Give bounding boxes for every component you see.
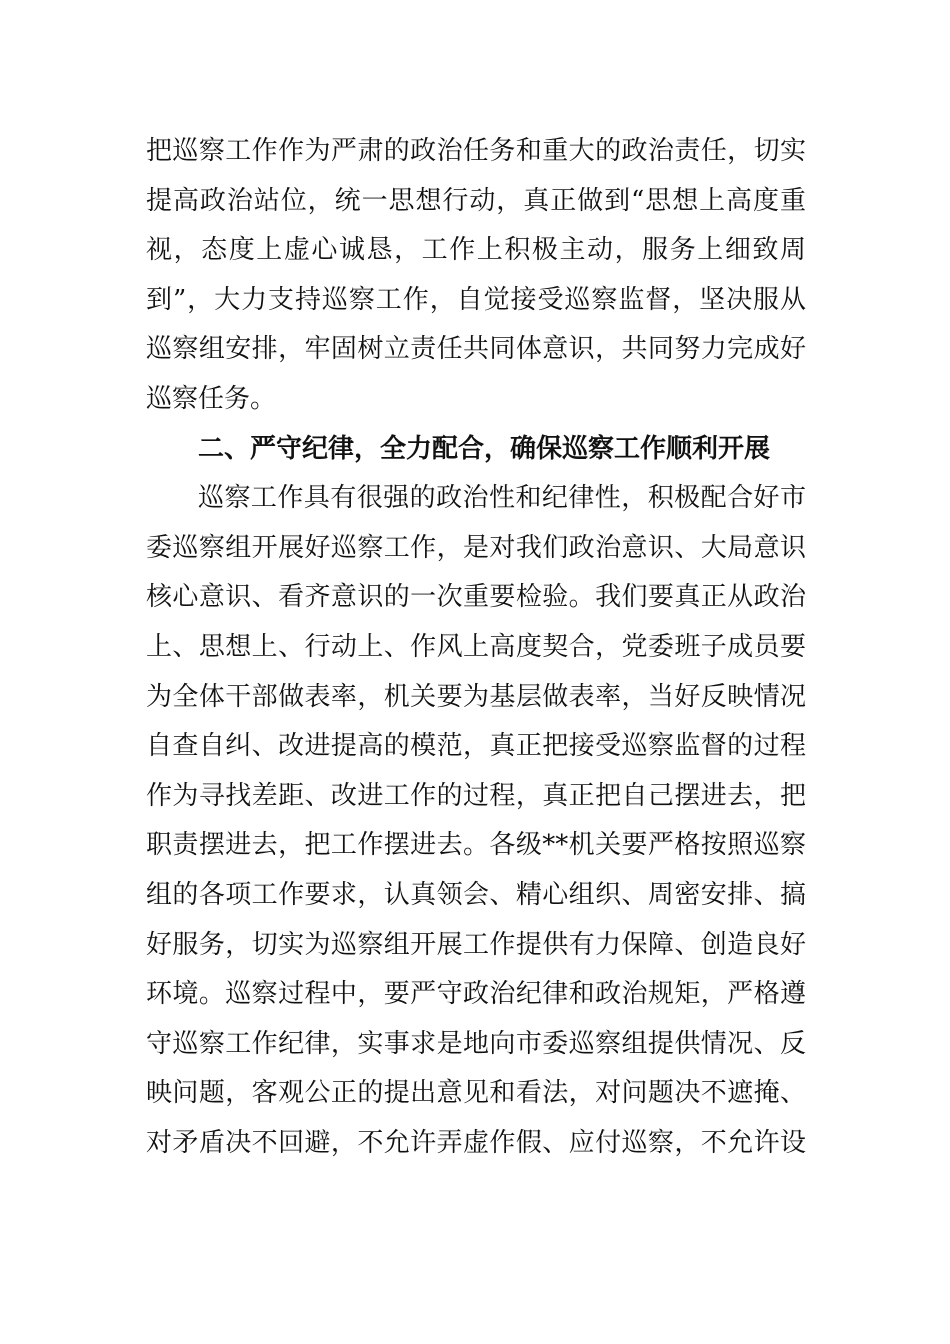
text-line: 提高政治站位，统一思想行动，真正做到“思想上高度重	[146, 185, 806, 216]
text-line: 映问题，客观公正的提出意见和看法，对问题决不遮掩、	[146, 1078, 806, 1109]
section-heading: 二、严守纪律，全力配合，确保巡察工作顺利开展	[198, 433, 771, 464]
text-line: 守巡察工作纪律，实事求是地向市委巡察组提供情况、反	[146, 1028, 806, 1059]
text-line: 环境。巡察过程中，要严守政治纪律和政治规矩，严格遵	[146, 979, 806, 1010]
text-line: 为全体干部做表率，机关要为基层做表率，当好反映情况	[146, 681, 806, 712]
text-line: 职责摆进去，把工作摆进去。各级**机关要严格按照巡察	[146, 830, 806, 861]
text-line: 到”，大力支持巡察工作，自觉接受巡察监督，坚决服从	[146, 284, 806, 315]
text-line: 把巡察工作作为严肃的政治任务和重大的政治责任，切实	[146, 136, 806, 166]
text-line: 好服务，切实为巡察组开展工作提供有力保障、创造良好	[146, 929, 806, 960]
text-line: 组的各项工作要求，认真领会、精心组织、周密安排、搞	[146, 879, 806, 910]
text-line: 巡察工作具有很强的政治性和纪律性，积极配合好市	[198, 483, 806, 514]
text-line: 对矛盾决不回避，不允许弄虚作假、应付巡察，不允许设	[146, 1127, 806, 1158]
text-line: 巡察组安排，牢固树立责任共同体意识，共同努力完成好	[146, 334, 806, 365]
text-line: 核心意识、看齐意识的一次重要检验。我们要真正从政治	[146, 582, 806, 613]
text-line: 委巡察组开展好巡察工作，是对我们政治意识、大局意识	[146, 532, 806, 563]
text-line: 自查自纠、改进提高的模范，真正把接受巡察监督的过程	[146, 731, 806, 762]
document-body	[146, 127, 806, 1168]
text-line: 作为寻找差距、改进工作的过程，真正把自己摆进去，把	[146, 780, 806, 811]
text-line: 巡察任务。	[146, 383, 277, 414]
text-line: 上、思想上、行动上、作风上高度契合，党委班子成员要	[146, 631, 806, 662]
text-line: 视，态度上虚心诚恳，工作上积极主动，服务上细致周	[146, 235, 806, 266]
